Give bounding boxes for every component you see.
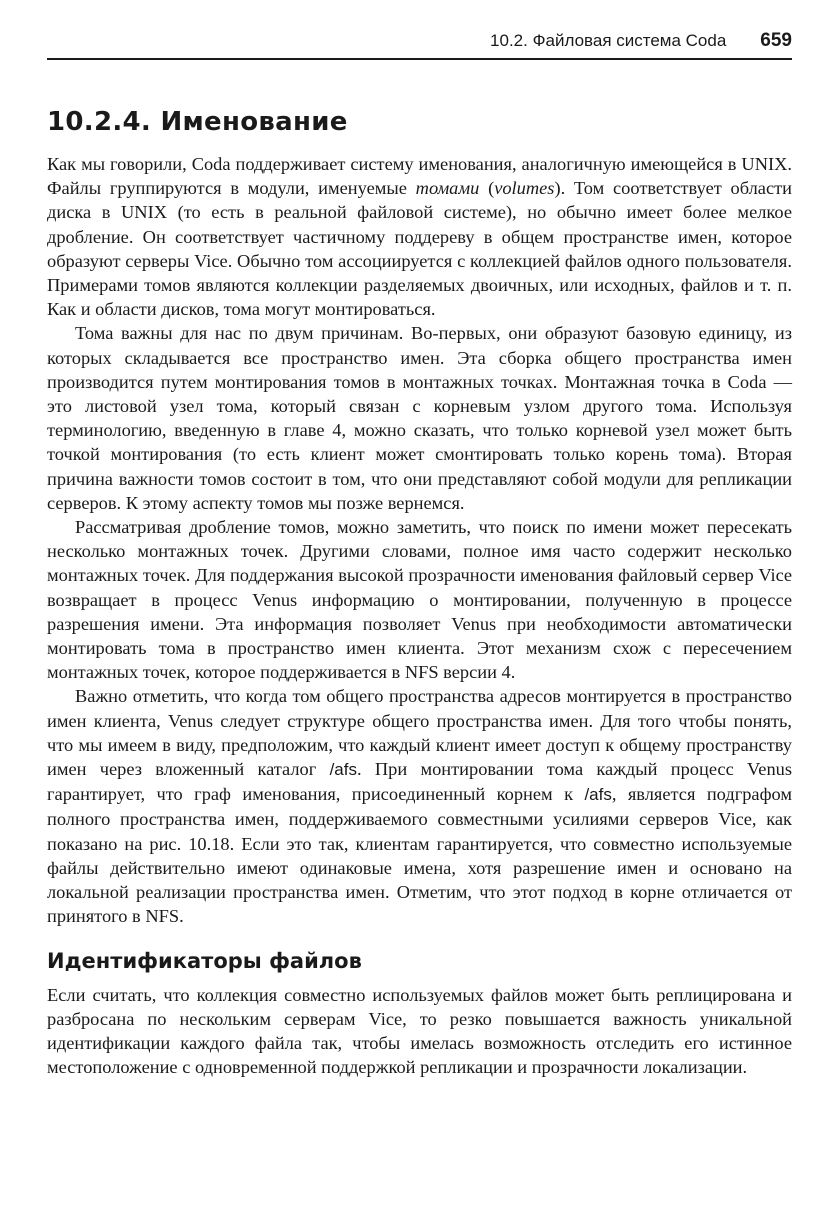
paragraph-4-text-before: Важно отметить, что когда том общего пространства адресов монтируется в пространство имен клиента, Venus следует структуре общего пространства имен. Для того чтобы понять, что мы имеем в виду, предположим, что каждый клиент имеет доступ к общему пространству имен через вложенный каталог [47,686,792,780]
chapter-title: 10.2. Файловая система Coda [490,31,727,50]
paragraph-4 [47,684,792,928]
subsection-title: Идентификаторы файлов [47,948,362,973]
paragraph-1 [47,152,792,321]
section-title: 10.2.4. Именование [47,107,348,137]
path-afs-1: /afs [329,760,357,780]
paragraph-2: Тома важны для нас по двум причинам. Во-первых, они образуют базовую единицу, из которых складывается все пространство имен. Эта сборка общего пространства имен производится путем монтирования томов в монтажных точках. Монтажная точка в Coda — это листовой узел тома, который связан с корневым узлом другого тома. Используя терминологию, введенную в главе 4, можно сказать, что только корневой узел может быть точкой монтирования (то есть клиент может смонтировать только корень тома). Вторая причина важности томов состоит в том, что они представляют собой модули для репликации серверов. К этому аспекту томов мы позже вернемся. [47,323,792,513]
paragraph-1-text-before: Как мы говорили, Coda поддерживает систему именования, аналогичную имеющейся в UNIX. Файлы группируются в модули, именуемые [47,154,792,199]
running-header [47,30,792,60]
paragraph-4-text-after: , является подграфом полного пространства имен, поддерживаемого совместными усилиями серверов Vice, как показано на рис. 10.18. Если это так, клиентам гарантируется, что совместно используемые файлы действительно имеют одинаковые имена, хотя разрешение имен и основано на локальной реализации пространства имен. Отметим, что этот подход в корне отличается от принятого в NFS. [47,784,792,927]
term-volumes: volumes [494,178,555,199]
term-tomami: томами [415,178,480,199]
paragraph-1-text-middle: ( [479,178,495,199]
paragraph-3: Рассматривая дробление томов, можно заметить, что поиск по имени может пересекать несколько монтажных точек. Другими словами, полное имя часто содержит несколько монтажных точек. Для поддержания высокой прозрачности именования файловый сервер Vice возвращает в процесс Venus информацию о монтировании, полученную в процессе разрешения имени. Эта информация позволяет Venus при необходимости автоматически монтировать тома в пространство имен клиента. Этот механизм схож с пересечением монтажных точек, которое поддерживается в NFS версии 4. [47,517,792,683]
path-afs-2: /afs [584,785,612,805]
subsection-paragraph: Если считать, что коллекция совместно используемых файлов может быть реплицирована и разбросана по нескольким серверам Vice, то резко повышается важность уникальной идентификации каждого файла так, чтобы имелась возможность отследить его истинное местоположение с одновременной поддержкой репликации и прозрачности локализации. [47,984,793,1078]
page-number: 659 [760,30,792,51]
book-page [47,30,792,1079]
paragraph-1-text-after: ). Том соответствует области диска в UNIX (то есть в реальной файловой системе), но обычно имеет более мелкое дробление. Он соответствует частичному поддереву в общем пространстве имен, которое образуют серверы Vice. Обычно том ассоциируется с коллекцией файлов одного пользователя. Примерами томов являются коллекции разделяемых двоичных, или исходных, файлов и т. п. Как и области дисков, тома могут монтироваться. [47,178,792,320]
paragraph-4-text-middle: . При монтировании тома каждый процесс Venus гарантирует, что граф именования, присоединенный корнем к [47,759,792,805]
